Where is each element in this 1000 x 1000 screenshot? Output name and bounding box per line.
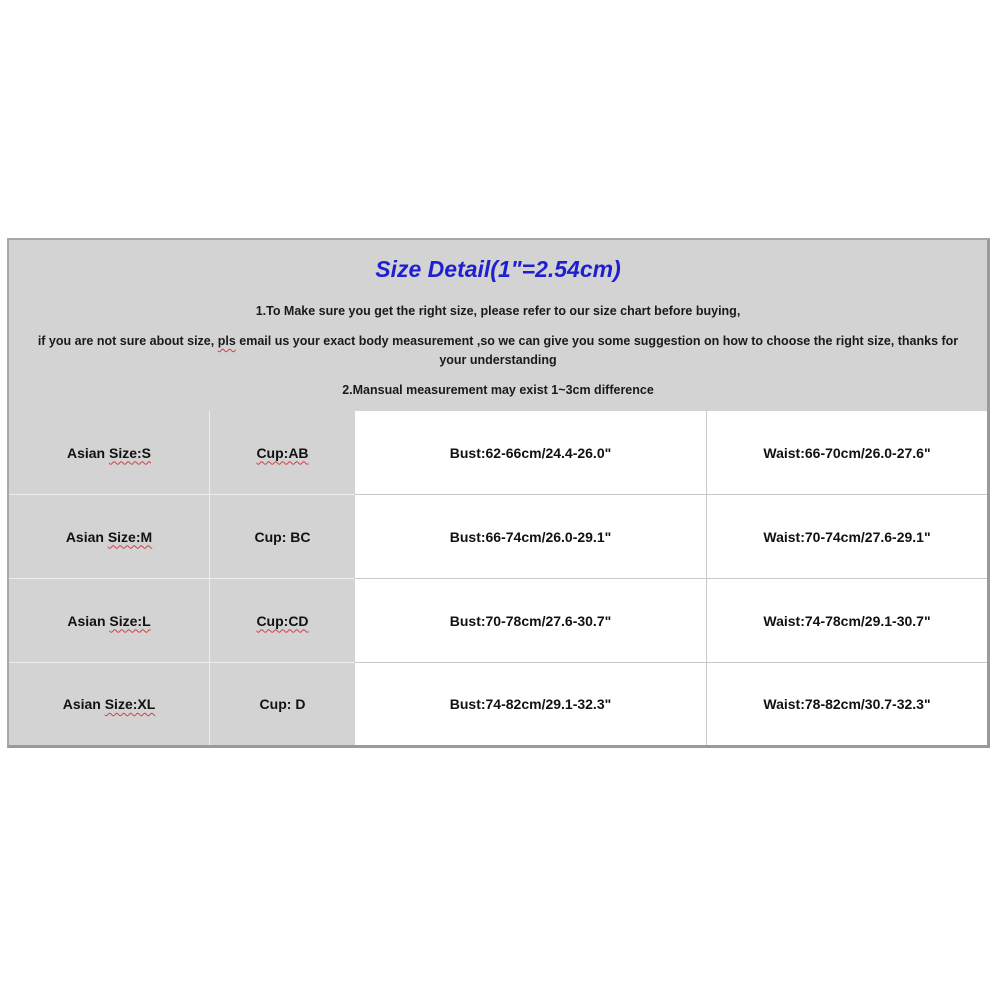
waist-cell: Waist:74-78cm/29.1-30.7" bbox=[707, 579, 987, 663]
cup-label: Cup: D bbox=[259, 696, 306, 712]
size-prefix: Asian bbox=[67, 612, 110, 629]
sizing-note-3: 2.Mansual measurement may exist 1~3cm difference bbox=[342, 383, 654, 397]
size-label: Size:L bbox=[109, 612, 151, 629]
spellcheck-word-pls: pls bbox=[217, 334, 236, 348]
size-cell bbox=[9, 495, 210, 579]
bust-cell: Bust:62-66cm/24.4-26.0" bbox=[355, 411, 707, 495]
cup-label: Cup:AB bbox=[256, 444, 309, 461]
sizing-note-2-prefix: if you are not sure about size, bbox=[37, 334, 218, 348]
cup-label: Cup: BC bbox=[254, 528, 311, 545]
table-row bbox=[9, 495, 987, 579]
size-prefix: Asian bbox=[66, 444, 109, 461]
size-chart-title: Size Detail(1"=2.54cm) bbox=[375, 256, 621, 282]
size-prefix: Asian bbox=[62, 696, 105, 712]
table-row bbox=[9, 411, 987, 495]
size-chart-header bbox=[9, 240, 987, 412]
table-row bbox=[9, 579, 987, 663]
cup-cell bbox=[210, 495, 355, 579]
cup-label: Cup:CD bbox=[256, 612, 309, 629]
cup-cell bbox=[210, 663, 355, 745]
size-chart-table bbox=[7, 238, 990, 748]
size-label: Size:M bbox=[107, 528, 153, 545]
sizing-note-2 bbox=[31, 332, 965, 370]
bust-cell: Bust:74-82cm/29.1-32.3" bbox=[355, 663, 707, 745]
waist-cell: Waist:78-82cm/30.7-32.3" bbox=[707, 663, 987, 745]
size-cell bbox=[9, 411, 210, 495]
sizing-note-2-suffix: email us your exact body measurement ,so we can give you some suggestion on how to choose the right size, thanks for your understanding bbox=[235, 334, 959, 367]
size-cell bbox=[9, 579, 210, 663]
cup-cell bbox=[210, 579, 355, 663]
cup-cell bbox=[210, 411, 355, 495]
size-cell bbox=[9, 663, 210, 745]
sizing-note-1: 1.To Make sure you get the right size, please refer to our size chart before buying, bbox=[255, 304, 741, 318]
waist-cell: Waist:66-70cm/26.0-27.6" bbox=[707, 411, 987, 495]
table-row bbox=[9, 663, 987, 745]
bust-cell: Bust:70-78cm/27.6-30.7" bbox=[355, 579, 707, 663]
size-grid bbox=[9, 411, 987, 745]
size-prefix: Asian bbox=[65, 528, 108, 545]
size-label: Size:S bbox=[109, 444, 152, 461]
size-label: Size:XL bbox=[104, 696, 156, 712]
bust-cell: Bust:66-74cm/26.0-29.1" bbox=[355, 495, 707, 579]
waist-cell: Waist:70-74cm/27.6-29.1" bbox=[707, 495, 987, 579]
